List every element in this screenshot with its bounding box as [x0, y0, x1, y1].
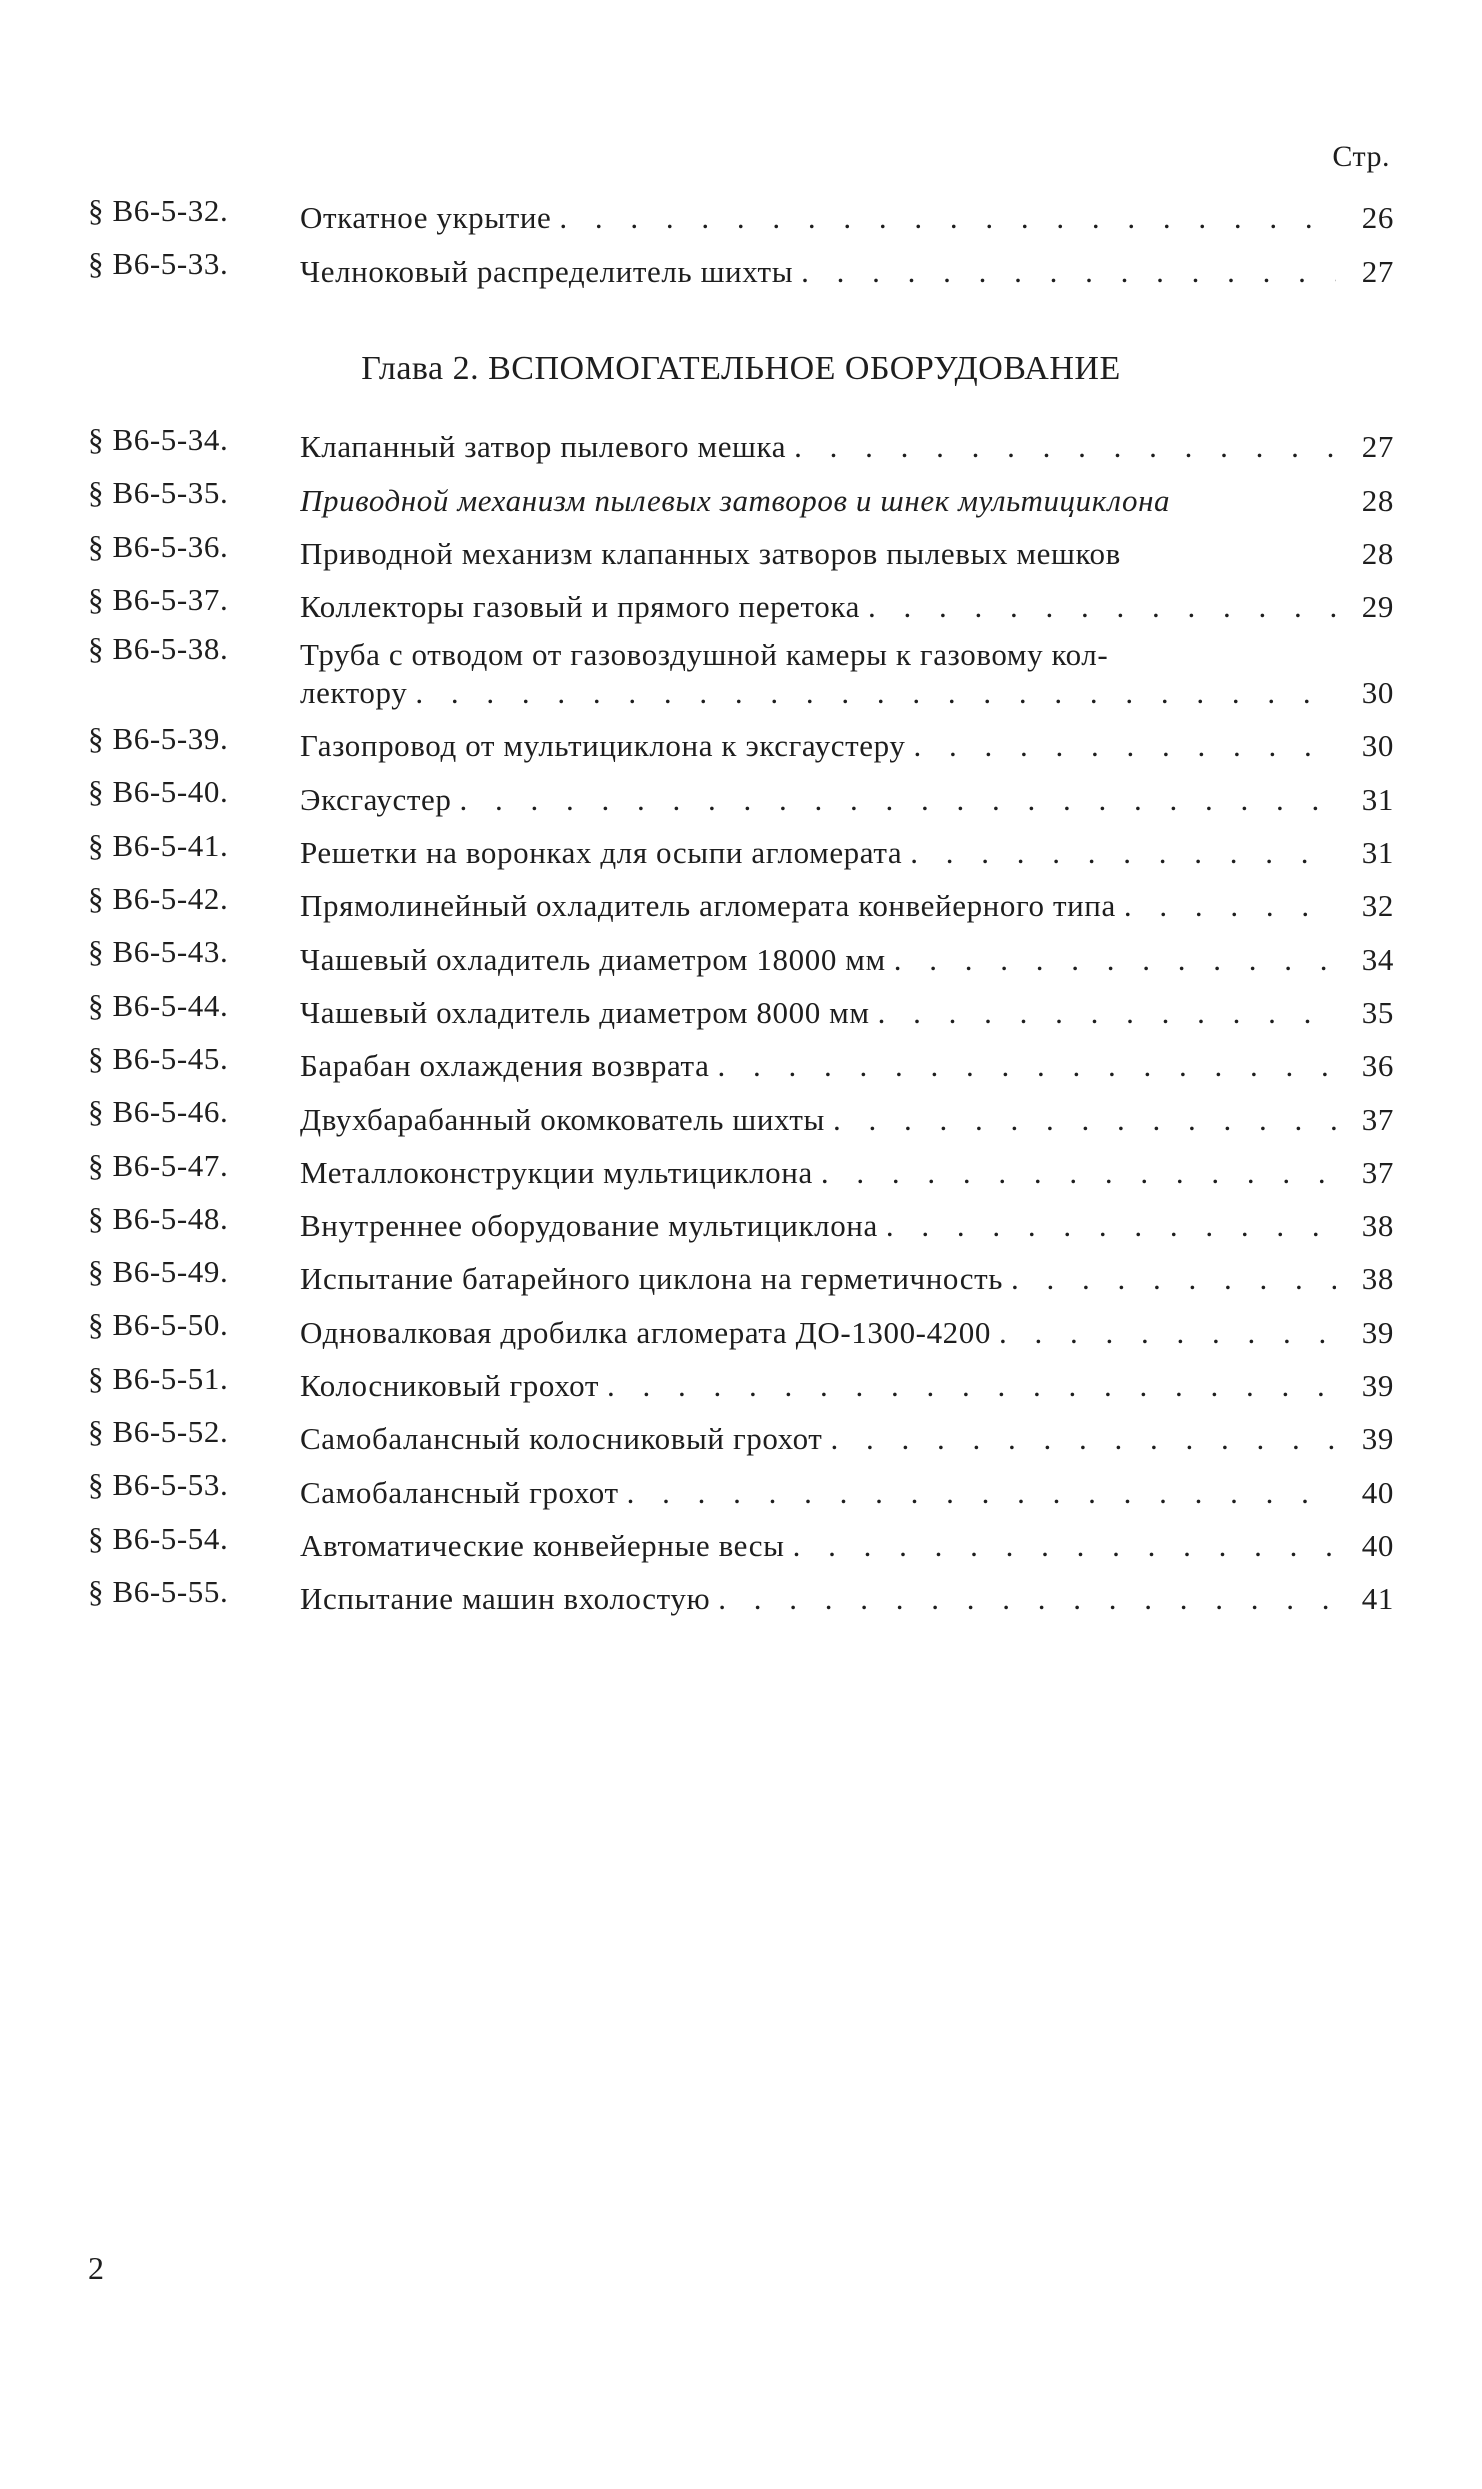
toc-entry-title: Чашевый охладитель диаметром 18000 мм	[300, 941, 886, 977]
toc-entry[interactable]	[88, 712, 1394, 765]
toc-entry-number: § В6-5-55.	[88, 1573, 229, 1609]
toc-entry-number: § В6-5-38.	[88, 631, 229, 667]
page-number: 2	[88, 2250, 104, 2286]
toc-entry[interactable]	[88, 1405, 1394, 1458]
toc-entry[interactable]	[88, 1245, 1394, 1298]
toc-entry[interactable]	[88, 520, 1394, 573]
toc-entry-title: Одновалковая дробилка агломерата ДО-1300-4200	[300, 1314, 991, 1350]
toc-entry-number: § В6-5-41.	[88, 827, 229, 863]
toc-entry-title: Откатное укрытие	[300, 200, 552, 236]
toc-entry-number: § В6-5-53.	[88, 1467, 229, 1503]
toc-entry-number: § В6-5-54.	[88, 1520, 229, 1556]
toc-entry-title: Клапанный затвор пылевого мешка	[300, 429, 787, 465]
dot-leader	[801, 253, 1336, 291]
toc-entry-title: Приводной механизм пылевых затворов и шнек мультициклона	[300, 482, 1171, 518]
dot-leader	[1124, 887, 1336, 925]
page-column-header: Стр.	[1332, 140, 1390, 173]
toc-entry-number: § В6-5-47.	[88, 1147, 229, 1183]
dot-leader	[910, 834, 1336, 872]
toc-entry-page: 38	[1361, 1208, 1394, 1244]
toc-entry-number: § В6-5-35.	[88, 475, 229, 511]
toc-entry[interactable]	[88, 819, 1394, 872]
toc-entry-number: § В6-5-49.	[88, 1254, 229, 1290]
toc-entry-number: § В6-5-39.	[88, 721, 229, 757]
toc-entry-number: § В6-5-42.	[88, 881, 229, 917]
toc-entry-page: 40	[1361, 1474, 1394, 1510]
toc-entry-number: § В6-5-43.	[88, 934, 229, 970]
dot-leader	[868, 588, 1336, 626]
toc-entry[interactable]	[88, 925, 1394, 978]
toc-entry-page: 35	[1361, 994, 1394, 1030]
toc-entry-number: § В6-5-34.	[88, 422, 229, 457]
toc-entry-page: 39	[1361, 1421, 1394, 1457]
toc-entry-title: Прямолинейный охладитель агломерата конвейерного типа	[300, 888, 1116, 924]
dot-leader	[717, 1047, 1336, 1085]
toc-entry-page: 37	[1361, 1101, 1394, 1137]
toc-entry-title: Барабан охлаждения возврата	[300, 1048, 710, 1084]
toc-entry-number: § В6-5-48.	[88, 1200, 229, 1236]
toc-entry-number: § В6-5-52.	[88, 1414, 229, 1450]
toc-entry[interactable]	[88, 1512, 1394, 1565]
dot-leader	[894, 941, 1336, 979]
toc-entry[interactable]	[88, 1458, 1394, 1511]
toc-entry-number: § В6-5-44.	[88, 987, 229, 1023]
toc-entry[interactable]	[88, 184, 1394, 237]
toc-entry[interactable]	[88, 1139, 1394, 1192]
toc-entry-title: Автоматические конвейерные весы	[300, 1527, 785, 1563]
dot-leader	[559, 199, 1336, 237]
toc-entry-page: 38	[1361, 1261, 1394, 1297]
toc-entry-title: Испытание батарейного циклона на герметичность	[300, 1261, 1003, 1297]
toc-entry[interactable]	[88, 765, 1394, 818]
dot-leader	[627, 1474, 1336, 1512]
dot-leader	[793, 1527, 1336, 1565]
toc-entry-page: 37	[1361, 1154, 1394, 1190]
toc-entry[interactable]	[88, 1565, 1394, 1618]
toc-entry[interactable]	[88, 872, 1394, 925]
toc-entry-page: 34	[1361, 941, 1394, 977]
toc-entry-page: 32	[1361, 888, 1394, 924]
dot-leader	[999, 1314, 1336, 1352]
toc-entry[interactable]	[88, 626, 1394, 712]
toc-entry-title: Металлоконструкции мультициклона	[300, 1154, 813, 1190]
toc-entry[interactable]	[88, 466, 1394, 519]
toc-entry-page: 28	[1361, 535, 1394, 571]
toc-entry-number: § В6-5-36.	[88, 528, 229, 564]
dot-leader	[833, 1101, 1336, 1139]
dot-leader	[607, 1367, 1336, 1405]
toc-entry[interactable]	[88, 237, 1394, 290]
toc-entry[interactable]	[88, 1032, 1394, 1085]
dot-leader	[718, 1580, 1336, 1618]
dot-leader	[415, 674, 1336, 712]
dot-leader	[886, 1207, 1336, 1245]
toc-entry-page: 28	[1361, 482, 1394, 518]
toc-entry-number: § В6-5-37.	[88, 581, 229, 617]
dot-leader	[913, 727, 1336, 765]
toc-entry-number: § В6-5-51.	[88, 1360, 229, 1396]
toc-entry-title: Испытание машин вхолостую	[300, 1581, 711, 1617]
toc-entry-page: 30	[1361, 728, 1394, 764]
toc-entry-title: Газопровод от мультициклона к эксгаустеру	[300, 728, 906, 764]
toc-entry-number: § В6-5-45.	[88, 1040, 229, 1076]
dot-leader	[459, 781, 1336, 819]
toc-entry[interactable]	[88, 413, 1394, 466]
toc-entry[interactable]	[88, 1298, 1394, 1351]
toc-entry-title: Внутреннее оборудование мультициклона	[300, 1208, 878, 1244]
toc-first-group	[88, 184, 1394, 291]
toc-entry-page: 41	[1361, 1581, 1394, 1617]
dot-leader	[830, 1420, 1336, 1458]
toc-entry-title-line2: лектору	[300, 675, 408, 711]
toc-entry-title: Приводной механизм клапанных затворов пылевых мешков	[300, 535, 1121, 571]
toc-entry-title: Самобалансный колосниковый грохот	[300, 1421, 823, 1457]
toc-entry-title: Чашевый охладитель диаметром 8000 мм	[300, 994, 870, 1030]
toc-entry-title: Челноковый распределитель шихты	[300, 253, 794, 289]
toc-entry-page: 31	[1361, 781, 1394, 817]
toc-entry[interactable]	[88, 1192, 1394, 1245]
toc-chapter-2-list	[88, 413, 1394, 1618]
toc-entry-title: Самобалансный грохот	[300, 1474, 619, 1510]
toc-entry-page: 27	[1361, 429, 1394, 465]
toc-entry[interactable]	[88, 573, 1394, 626]
toc-entry[interactable]	[88, 1085, 1394, 1138]
toc-entry-title: Коллекторы газовый и прямого перетока	[300, 589, 860, 625]
toc-entry-number: § В6-5-40.	[88, 774, 229, 810]
toc-entry-page: 27	[1361, 253, 1394, 289]
dot-leader	[821, 1154, 1336, 1192]
toc-entry-title-line1: Труба с отводом от газовоздушной камеры к газовому кол-	[300, 637, 1109, 673]
toc-entry-number: § В6-5-32.	[88, 193, 229, 228]
dot-leader	[878, 994, 1336, 1032]
toc-entry-page: 36	[1361, 1048, 1394, 1084]
toc-entry-page: 30	[1361, 675, 1394, 711]
toc-entry-page: 39	[1361, 1314, 1394, 1350]
toc-entry[interactable]	[88, 1352, 1394, 1405]
toc-entry-number: § В6-5-33.	[88, 246, 229, 282]
toc-entry-number: § В6-5-50.	[88, 1307, 229, 1343]
toc-entry-title: Эксгаустер	[300, 781, 452, 817]
dot-leader	[794, 428, 1336, 466]
toc-entry-page: 26	[1361, 200, 1394, 236]
toc-entry-title: Двухбарабанный окомкователь шихты	[300, 1101, 825, 1137]
toc-entry[interactable]	[88, 979, 1394, 1032]
toc-entry-title: Колосниковый грохот	[300, 1368, 599, 1404]
toc-entry-number: § В6-5-46.	[88, 1094, 229, 1130]
toc-entry-page: 31	[1361, 835, 1394, 871]
toc-entry-title: Решетки на воронках для осыпи агломерата	[300, 835, 903, 871]
dot-leader	[1011, 1260, 1336, 1298]
toc-entry-page: 39	[1361, 1368, 1394, 1404]
chapter-heading: Глава 2. ВСПОМОГАТЕЛЬНОЕ ОБОРУДОВАНИЕ	[361, 350, 1121, 387]
toc-entry-page: 40	[1361, 1527, 1394, 1563]
toc-entry-page: 29	[1361, 589, 1394, 625]
